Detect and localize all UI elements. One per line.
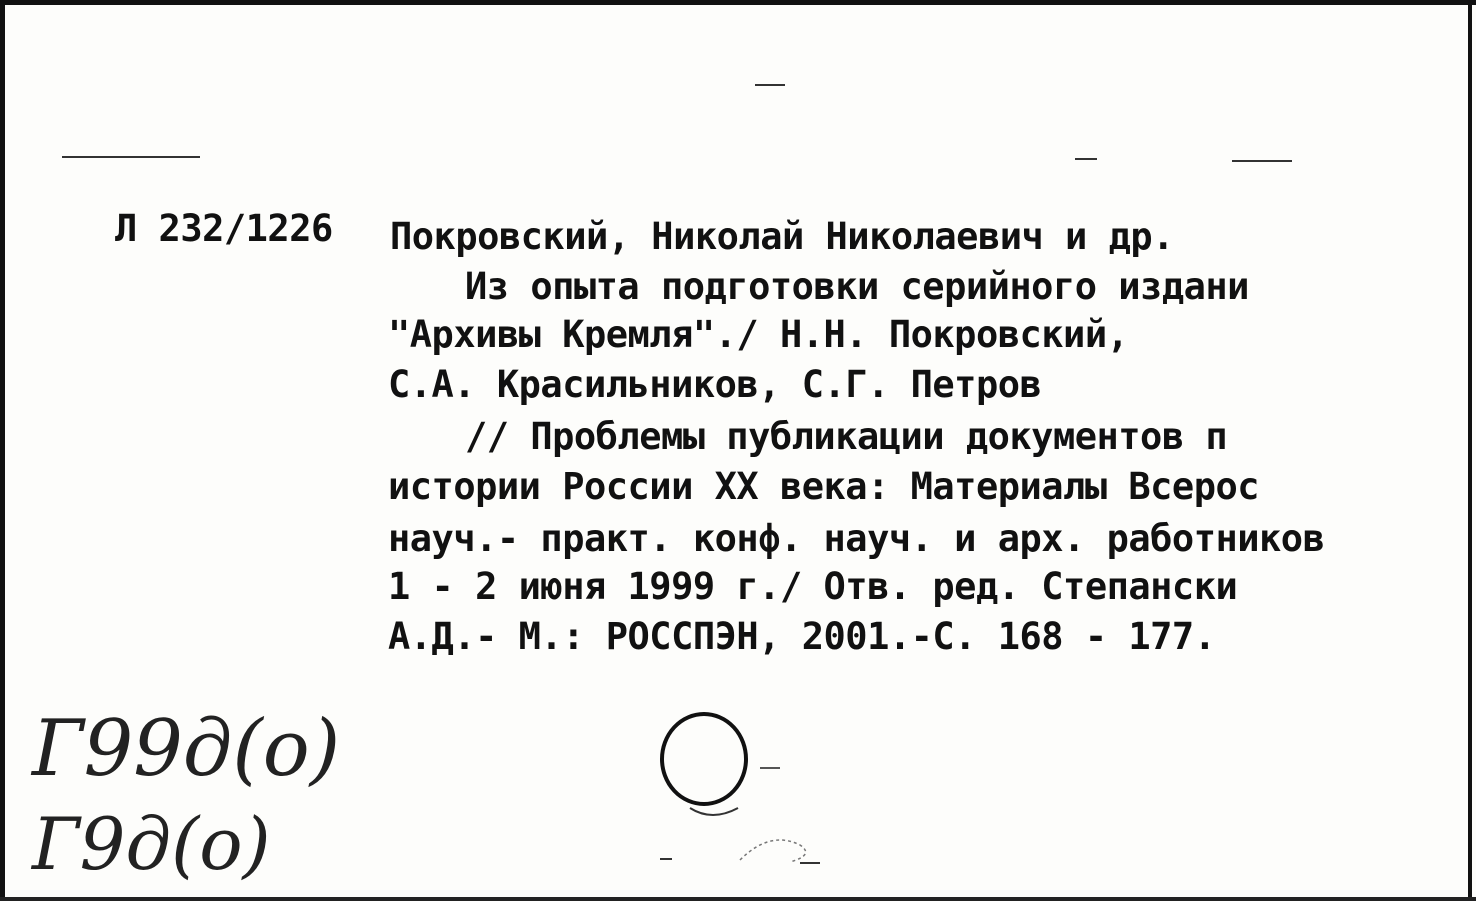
handwritten-code-1: Г99д(о) bbox=[32, 704, 341, 794]
handwritten-code-2: Г9д(о) bbox=[32, 802, 271, 886]
punch-hole bbox=[662, 714, 746, 804]
punch-hole-tail bbox=[690, 808, 738, 815]
author-line: Покровский, Николай Николаевич и др. bbox=[390, 215, 1174, 258]
scribble-mark bbox=[740, 840, 806, 862]
series-line-3: науч.- практ. конф. науч. и арх. работников bbox=[388, 517, 1325, 560]
imprint-line: А.Д.- М.: РОССПЭН, 2001.-С. 168 - 177. bbox=[388, 615, 1216, 658]
series-line-1: // Проблемы публикации документов п bbox=[465, 415, 1228, 458]
series-line-2: истории России XX века: Материалы Всерос bbox=[388, 465, 1260, 508]
title-line-1: Из опыта подготовки серийного издани bbox=[465, 265, 1249, 308]
editor-line: 1 - 2 июня 1999 г./ Отв. ред. Степански bbox=[388, 565, 1238, 608]
call-number: Л 232/1226 bbox=[115, 207, 333, 250]
authors-line: С.А. Красильников, С.Г. Петров bbox=[388, 363, 1042, 406]
title-line-2: "Архивы Кремля"./ Н.Н. Покровский, bbox=[388, 313, 1129, 356]
